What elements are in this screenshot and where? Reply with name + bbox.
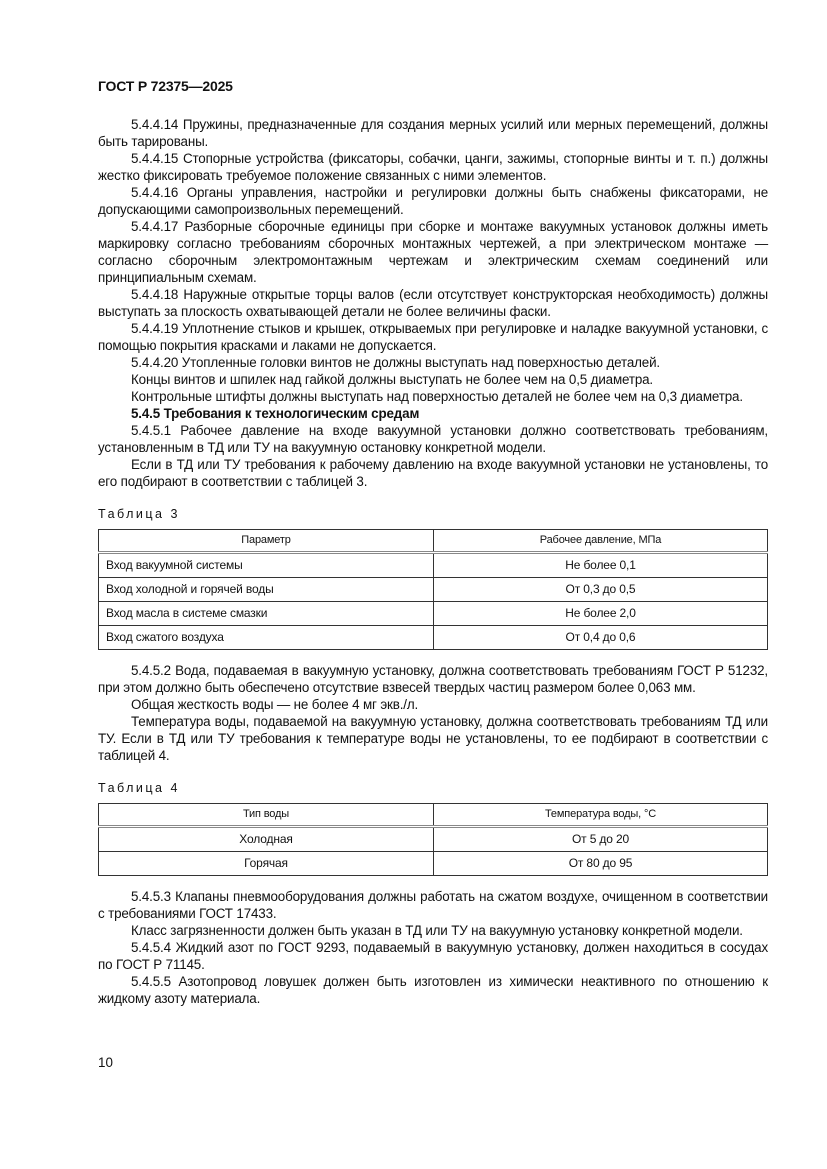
paragraph: 5.4.4.16 Органы управления, настройки и регулировки должны быть снабжены фиксаторами, не допускающими самопроизвольных перемещений. — [98, 185, 768, 217]
paragraph: 5.4.5.1 Рабочее давление на входе вакуумной установки должно соответствовать требованиям, установленным в ТД или ТУ на вакуумную остановку конкретной модели. — [98, 423, 768, 455]
table-row — [99, 602, 768, 626]
paragraph: 5.4.4.20 Утопленные головки винтов не должны выступать над поверхностью деталей. — [131, 355, 661, 370]
paragraph: 5.4.4.14 Пружины, предназначенные для создания мерных усилий или мерных перемещений, должны быть тарированы. — [98, 117, 768, 149]
table-cell: Вход холодной и горячей воды — [99, 578, 434, 602]
paragraph: 5.4.4.19 Уплотнение стыков и крышек, открываемых при регулировке и наладке вакуумной установки, с помощью покрытия красками и лаками не допускается. — [98, 321, 768, 353]
table-cell: От 0,3 до 0,5 — [434, 578, 768, 602]
table-cell: Вход вакуумной системы — [99, 553, 434, 578]
table-cell: Не более 0,1 — [434, 553, 768, 578]
table-3 — [98, 529, 768, 650]
paragraph: 5.4.4.15 Стопорные устройства (фиксаторы, собачки, цанги, зажимы, стопорные винты и т. п.) должны жестко фиксировать требуемое положение связанных с ними элементов. — [98, 151, 768, 183]
table-row — [99, 827, 768, 852]
document-body — [98, 116, 768, 1007]
table-header-row — [99, 804, 768, 827]
paragraph: Температура воды, подаваемой на вакуумную установку, должна соответствовать требованиям ТД или ТУ. Если в ТД или ТУ требования к температуре воды не установлены, то ее подбирают в соответствии с таблицей 4. — [98, 714, 768, 763]
table-header-cell: Температура воды, °С — [434, 804, 768, 827]
paragraph: 5.4.5.4 Жидкий азот по ГОСТ 9293, подаваемый в вакуумную установку, должен находиться в сосудах по ГОСТ Р 71145. — [98, 940, 768, 972]
table-header-cell: Рабочее давление, МПа — [434, 530, 768, 553]
table-cell: Не более 2,0 — [434, 602, 768, 626]
table-4 — [98, 803, 768, 876]
paragraph: Контрольные штифты должны выступать над поверхностью деталей не более чем на 0,3 диаметра. — [131, 389, 743, 404]
table-row — [99, 852, 768, 876]
table-header-cell: Параметр — [99, 530, 434, 553]
table-row — [99, 578, 768, 602]
section-title: 5.4.5 Требования к технологическим средам — [131, 406, 420, 421]
table-cell: Вход масла в системе смазки — [99, 602, 434, 626]
table-row — [99, 626, 768, 650]
paragraph: 5.4.4.18 Наружные открытые торцы валов (если отсутствует конструкторская необходимость) должны выступать за плоскость охватывающей детали не более величины фаски. — [98, 287, 768, 319]
table-cell: От 0,4 до 0,6 — [434, 626, 768, 650]
paragraph: Общая жесткость воды — не более 4 мг экв./л. — [131, 697, 419, 712]
table-row — [99, 553, 768, 578]
table-cell: От 5 до 20 — [434, 827, 768, 852]
paragraph: 5.4.5.5 Азотопровод ловушек должен быть изготовлен из химически неактивного по отношению к жидкому азоту материала. — [98, 974, 768, 1006]
table-cell: Горячая — [99, 852, 434, 876]
document-id-header: ГОСТ Р 72375—2025 — [98, 78, 233, 94]
table-cell: Вход сжатого воздуха — [99, 626, 434, 650]
paragraph: 5.4.4.17 Разборные сборочные единицы при сборке и монтаже вакуумных установок должны иметь маркировку согласно требованиям сборочных монтажных чертежей, а при электрическом монтаже — согласно сборочным электромонтажным чертежам и электрическим схемам соединений или принципиальным схемам. — [98, 219, 768, 285]
table-4-caption: Таблица 4 — [98, 781, 180, 795]
table-header-row — [99, 530, 768, 553]
paragraph: Если в ТД или ТУ требования к рабочему давлению на входе вакуумной установки не установлены, то его подбирают в соответствии с таблицей 3. — [98, 457, 768, 489]
table-header-cell: Тип воды — [99, 804, 434, 827]
table-cell: Холодная — [99, 827, 434, 852]
table-cell: От 80 до 95 — [434, 852, 768, 876]
page-number: 10 — [98, 1055, 113, 1070]
table-3-caption: Таблица 3 — [98, 507, 180, 521]
paragraph: Концы винтов и шпилек над гайкой должны выступать не более чем на 0,5 диаметра. — [131, 372, 654, 387]
paragraph: 5.4.5.2 Вода, подаваемая в вакуумную установку, должна соответствовать требованиям ГОСТ Р 51232, при этом должно быть обеспечено отсутствие взвесей твердых частиц размером более 0,063 мм. — [98, 663, 768, 695]
paragraph: Класс загрязненности должен быть указан в ТД или ТУ на вакуумную установку конкретной модели. — [131, 923, 743, 938]
paragraph: 5.4.5.3 Клапаны пневмооборудования должны работать на сжатом воздухе, очищенном в соответствии с требованиями ГОСТ 17433. — [98, 889, 768, 921]
